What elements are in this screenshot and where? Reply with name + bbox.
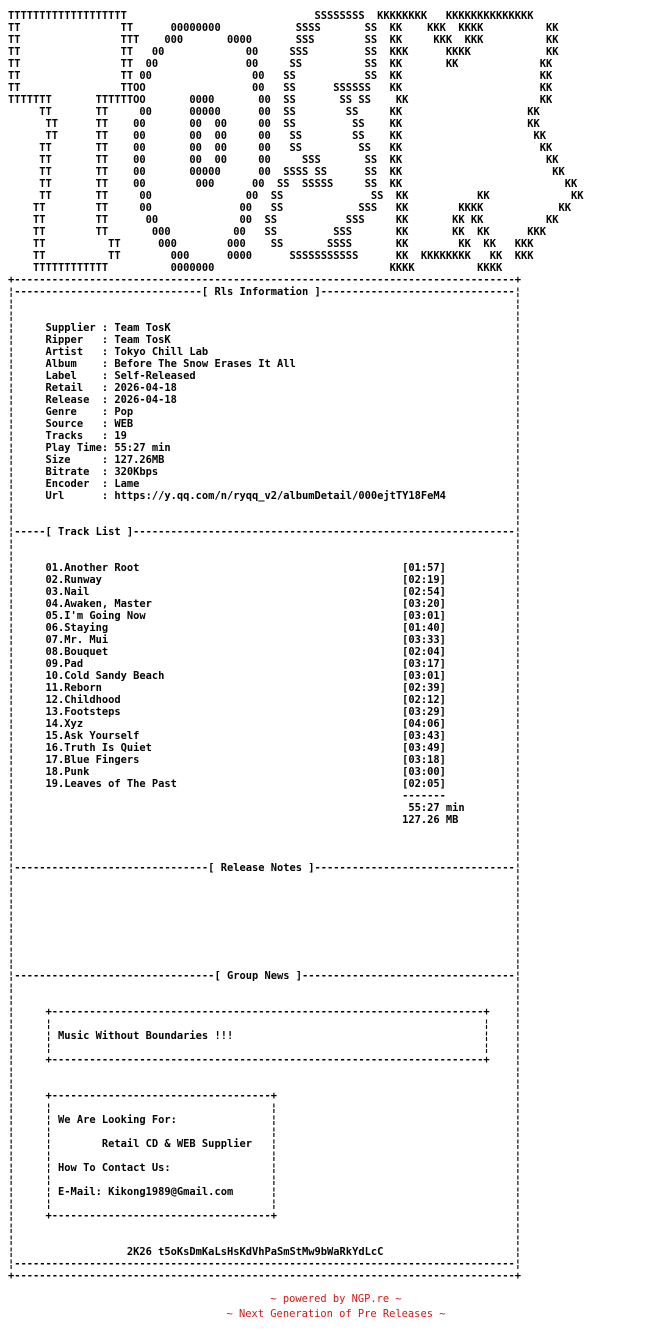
nfo-text: TTTTTTTTTTTTTTTTTTT SSSSSSSS KKKKKKKK KKKKKKKKKKKKKK TT TT 00000000 SSSS SS KK KKK KKKK KK TT TTT 000 0000 SSS SS KK KKK KKK KK TT TT 00 00 SSS SS KKK KKKK KK TT TT 00 00 SS SS KK KK KK TT TT 00 00 SS SS KK KK TT TTOO 00 SS SSSSSS KK KK TTTTTTT TTTTTTOO 0000 00 SS SS SS KK KK TT TT 00 00000 00 SS SS KK KK TT TT 00 00 00 00 SS SS KK KK TT TT 00 00 00 00 SS SS KK KK TT TT 00 00 00 00 SS SS KK KK TT TT 00 00 00 00 SSS SS KK KK TT TT 00 00000 00 SSSS SS SS KK KK TT TT 00 000 00 SS SSSSS SS KK KK TT TT 00 00 SS SS KK KK KK TT TT 00 00 SS SSS KK KKKK KK TT TT 00 00 SS SSS KK KK KK KK TT TT 000 00 SS SSS KK KK KK KKK TT TT 000 000 SS SSSS KK KK KK KKK TT TT 000 0000 SSSSSSSSSSS KK KKKKKKKK KK KKK TTTTTTTTTTTT 0000000 KKKK KKKK +--------------------------------------------------------------------------------+ ¦------------------------------[ Rls Information ]-------------------------------¦ ¦ ¦ ¦ ¦ ¦ Supplier : Team TosK ¦ ¦ Ripper : Team TosK ¦ ¦ Artist : Tokyo Chill Lab ¦ ¦ Album : Before The Snow Erases It All ¦ ¦ Label : Self-Released ¦ ¦ Retail : 2026-04-18 ¦ ¦ Release : 2026-04-18 ¦ ¦ Genre : Pop ¦ ¦ Source : WEB ¦ ¦ Tracks : 19 ¦ ¦ Play Time: 55:27 min ¦ ¦ Size : 127.26MB ¦ ¦ Bitrate : 320Kbps ¦ ¦ Encoder : Lame ¦ ¦ Url : https://y.qq.com/n/ryqq_v2/albumDetail/000ejtTY18FeM4 ¦ ¦ ¦ ¦ ¦ ¦-----[ Track List ]-------------------------------------------------------------¦ ¦ ¦ ¦ ¦ ¦ 01.Another Root [01:57] ¦ ¦ 02.Runway [02:19] ¦ ¦ 03.Nail [02:54] ¦ ¦ 04.Awaken, Master [03:20] ¦ ¦ 05.I'm Going Now [03:01] ¦ ¦ 06.Staying [01:40] ¦ ¦ 07.Mr. Mui [03:33] ¦ ¦ 08.Bouquet [02:04] ¦ ¦ 09.Pad [03:17] ¦ ¦ 10.Cold Sandy Beach [03:01] ¦ ¦ 11.Reborn [02:39] ¦ ¦ 12.Childhood [02:12] ¦ ¦ 13.Footsteps [03:29] ¦ ¦ 14.Xyz [04:06] ¦ ¦ 15.Ask Yourself [03:43] ¦ ¦ 16.Truth Is Quiet [03:49] ¦ ¦ 17.Blue Fingers [03:18] ¦ ¦ 18.Punk [03:00] ¦ ¦ 19.Leaves of The Past [02:05] ¦ ¦ ------- ¦ ¦ 55:27 min ¦ ¦ 127.26 MB ¦ ¦ ¦ ¦ ¦ ¦ ¦ ¦-------------------------------[ Release Notes ]--------------------------------¦ ¦ ¦ ¦ ¦ ¦ ¦ ¦ ¦ ¦ ¦ ¦ ¦ ¦ ¦ ¦ ¦ ¦--------------------------------[ Group News ]----------------------------------¦ ¦ ¦ ¦ ¦ ¦ +---------------------------------------------------------------------+ ¦ ¦ ¦ ¦ ¦ ¦ ¦ Music Without Boundaries !!! ¦ ¦ ¦ ¦ ¦ ¦ ¦ +---------------------------------------------------------------------+ ¦ ¦ ¦ ¦ ¦ ¦ +-----------------------------------+ ¦ ¦ ¦ ¦ ¦ ¦ ¦ We Are Looking For: ¦ ¦ ¦ ¦ ¦ ¦ ¦ ¦ Retail CD & WEB Supplier ¦ ¦ ¦ ¦ ¦ ¦ ¦ ¦ How To Contact Us: ¦ ¦ ¦ ¦ ¦ ¦ ¦ ¦ E-Mail: Kikong1989@Gmail.com ¦ ¦ ¦ ¦ ¦ ¦ ¦ +-----------------------------------+ ¦ ¦ ¦ ¦ ¦ ¦ 2K26 t5oKsDmKaLsHsKdVhPaSmStMw9bWaRkYdLcC ¦ ¦--------------------------------------------------------------------------------¦ +--------------------------------------------------------------------------------+ xyxy=(8,10,584,1282)
footer-powered-by: ~ powered by NGP.re ~ xyxy=(270,1293,402,1305)
footer-tagline: ~ Next Generation of Pre Releases ~ xyxy=(226,1308,446,1320)
